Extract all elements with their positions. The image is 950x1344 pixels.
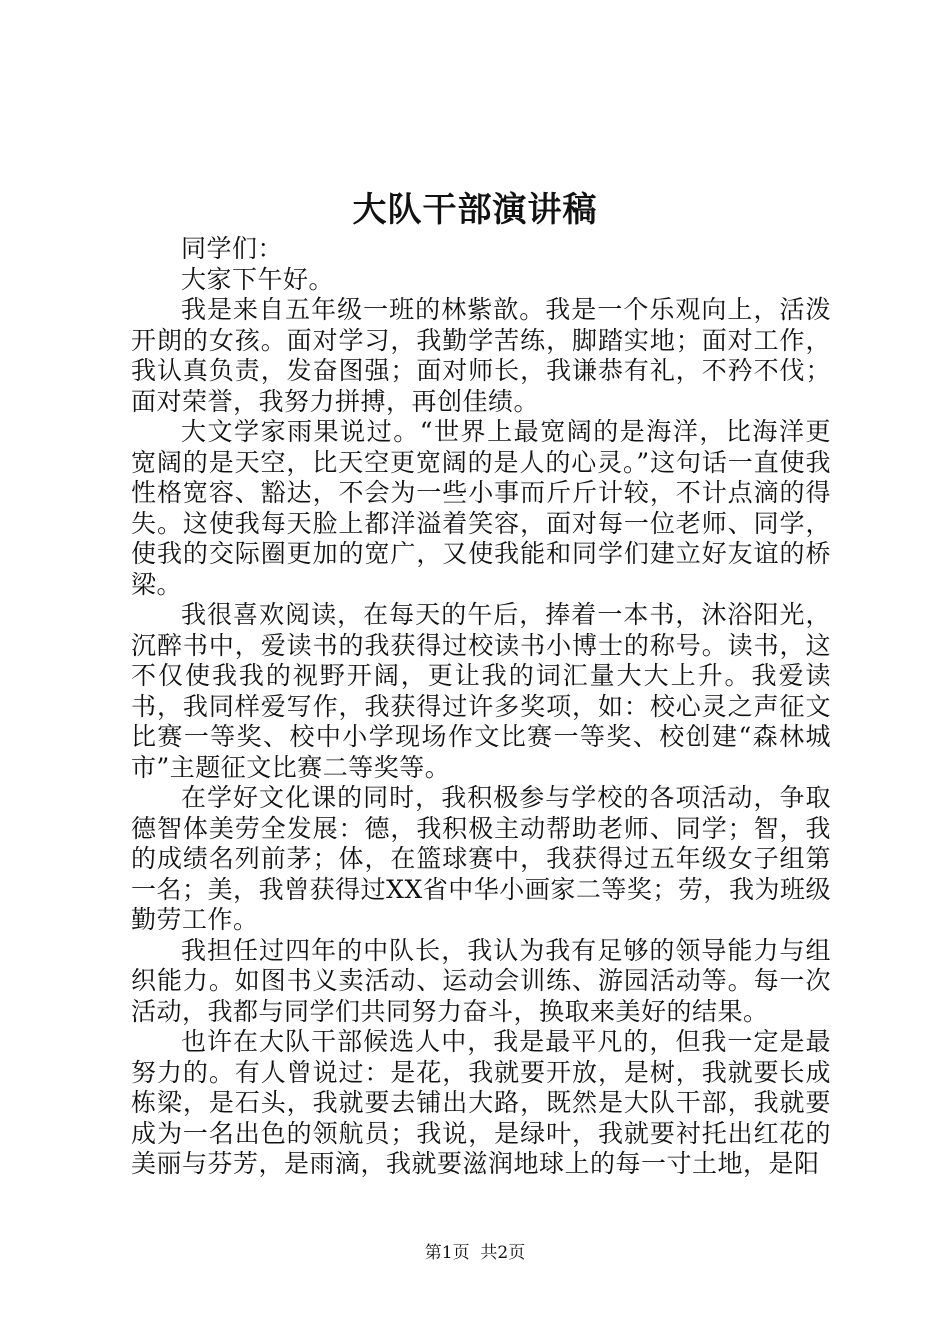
paragraph-leadership: 我担任过四年的中队长，我认为我有足够的领导能力与组织能力。如图书义卖活动、运动会训练、游园活动等。每一次活动，我都与同学们共同努力奋斗，换取来美好的结果。 bbox=[131, 935, 831, 1026]
page-number: 第1页 bbox=[424, 1243, 470, 1263]
paragraph-greeting: 同学们： bbox=[181, 234, 284, 263]
paragraph-salutation: 大家下午好。 bbox=[181, 264, 335, 294]
document-title: 大队干部演讲稿 bbox=[352, 190, 598, 230]
paragraph-activities: 在学好文化课的同时，我积极参与学校的各项活动，争取德智体美劳全发展：德，我积极主动帮助老师、同学；智，我的成绩名列前茅；体，在篮球赛中，我获得过五年级女子组第一名；美，我曾获得过XX省中华小画家二等奖；劳，我为班级勤劳工作。 bbox=[131, 783, 831, 934]
paragraph-hugo-quote: 大文学家雨果说过。“世界上最宽阔的是海洋，比海洋更宽阔的是天空，比天空更宽阔的是人的心灵。”这句话一直使我性格宽容、豁达，不会为一些小事而斤斤计较，不计点滴的得失。这使我每天脸上都洋溢着笑容，面对每一位老师、同学，使我的交际圈更加的宽广，又使我能和同学们建立好友谊的桥梁。 bbox=[131, 417, 831, 599]
page-footer bbox=[0, 1241, 950, 1265]
page-total: 共2页 bbox=[480, 1243, 526, 1263]
document-body bbox=[131, 234, 831, 1180]
paragraph-reading: 我很喜欢阅读，在每天的午后，捧着一本书，沐浴阳光，沉醉书中，爱读书的我获得过校读书小博士的称号。读书，这不仅使我我的视野开阔，更让我的词汇量大大上升。我爱读书，我同样爱写作，我获得过许多奖项，如：校心灵之声征文比赛一等奖、校中小学现场作文比赛一等奖、校创建“森林城市”主题征文比赛二等奖等。 bbox=[131, 600, 831, 782]
paragraph-commitment: 也许在大队干部候选人中，我是最平凡的，但我一定是最努力的。有人曾说过：是花，我就要开放，是树，我就要长成栋梁，是石头，我就要去铺出大路，既然是大队干部，我就要成为一名出色的领航员；我说，是绿叶，我就要衬托出红花的美丽与芬芳，是雨滴，我就要滋润地球上的每一寸土地，是阳 bbox=[131, 1027, 831, 1178]
paragraph-self-intro: 我是来自五年级一班的林紫歆。我是一个乐观向上，活泼开朗的女孩。面对学习，我勤学苦练，脚踏实地；面对工作，我认真负责，发奋图强；面对师长，我谦恭有礼，不矜不伐；面对荣誉，我努力拼搏，再创佳绩。 bbox=[131, 295, 831, 416]
